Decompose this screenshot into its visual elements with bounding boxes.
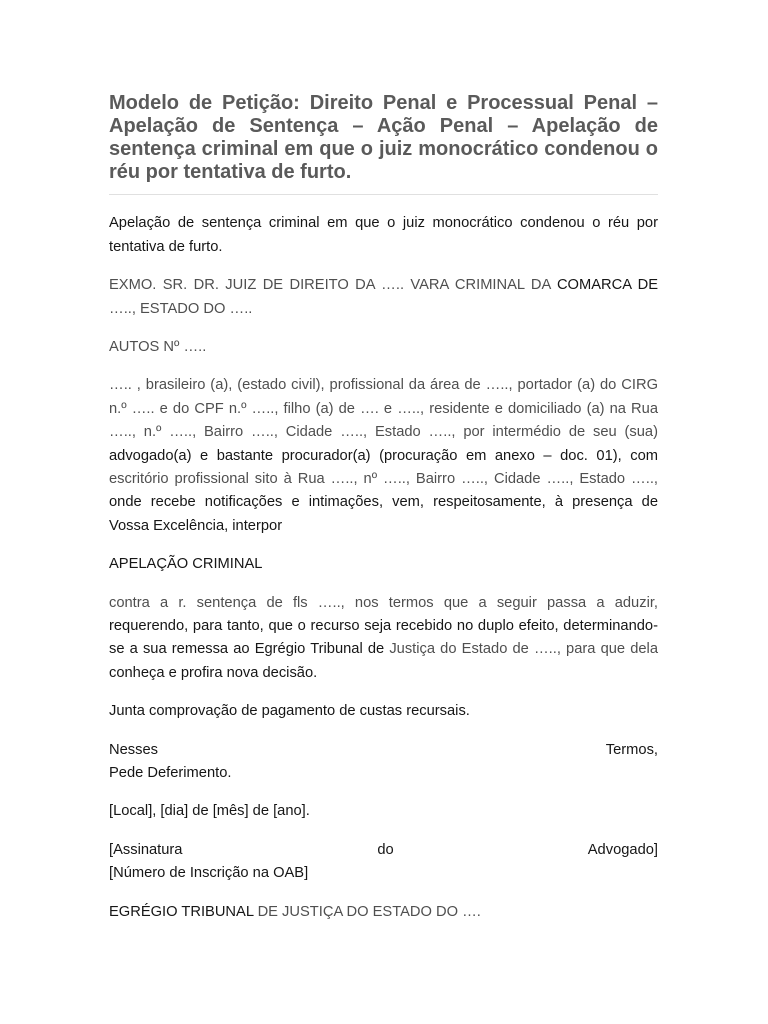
addressee-line — [109, 274, 658, 297]
title-line: réu por tentativa de furto. — [109, 160, 352, 183]
appeal-request-line: contra a r. sentença de fls ….., nos termos que a seguir passa a aduzir, — [109, 594, 658, 611]
court-heading-text: EGRÉGIO TRIBUNAL — [109, 903, 254, 920]
appeal-request-text: se a sua remessa ao Egrégio Tribunal de — [109, 641, 385, 658]
title-line: sentença criminal em que o juiz monocrático condenou o — [109, 137, 658, 160]
appeal-request-line: conheça e profira nova decisão. — [109, 664, 318, 681]
qualification-line: Vossa Excelência, interpor — [109, 517, 283, 534]
document-title — [109, 92, 658, 184]
summary-line: tentativa de furto. — [109, 238, 223, 255]
qualification-line: ….. , brasileiro (a), (estado civil), profissional da área de ….., portador (a) do CIRG — [109, 377, 658, 394]
qualification-paragraph — [109, 374, 658, 538]
addressee-line: ….., ESTADO DO ….. — [109, 300, 253, 317]
fees-line: Junta comprovação de pagamento de custas recursais. — [109, 703, 470, 720]
document-body — [109, 212, 658, 939]
qualification-line: onde recebe notificações e intimações, vem, respeitosamente, à presença de — [109, 494, 658, 511]
appeal-request-line — [109, 638, 658, 661]
title-line: Apelação de Sentença – Ação Penal – Apelação de — [109, 114, 658, 137]
qualification-line: n.º ….. e do CPF n.º ….., filho (a) de …. e ….., residente e domiciliado (a) na Rua — [109, 400, 658, 417]
qualification-line: escritório profissional sito à Rua ….., nº ….., Bairro ….., Cidade ….., Estado ….., — [109, 470, 658, 487]
addressee-paragraph — [109, 274, 658, 321]
summary-line: Apelação de sentença criminal em que o juiz monocrático condenou o réu por — [109, 215, 658, 232]
summary-paragraph — [109, 212, 658, 259]
appeal-heading: APELAÇÃO CRIMINAL — [109, 556, 263, 573]
appeal-request-paragraph — [109, 592, 658, 686]
appeal-heading-paragraph — [109, 553, 658, 576]
place-date: [Local], [dia] de [mês] de [ano]. — [109, 803, 310, 820]
addressee-court-text: EXMO. SR. DR. JUIZ DE DIREITO DA ….. VARA CRIMINAL DA — [109, 277, 551, 294]
court-heading-text: DE JUSTIÇA DO ESTADO DO …. — [257, 903, 481, 920]
case-number: AUTOS Nº ….. — [109, 338, 207, 355]
qualification-line: ….., n.º ….., Bairro ….., Cidade ….., Estado ….., por intermédio de seu (sua) — [109, 424, 658, 441]
signature-line: [Assinatura do Advogado] — [109, 841, 658, 858]
closing-paragraph — [109, 739, 658, 786]
appeal-request-text: Justiça do Estado de ….., para que dela — [389, 641, 658, 658]
appeal-request-line: requerendo, para tanto, que o recurso seja recebido no duplo efeito, determinando- — [109, 617, 658, 634]
fees-paragraph — [109, 700, 658, 723]
addressee-comarca-text: COMARCA DE — [556, 277, 658, 294]
case-number-paragraph — [109, 336, 658, 359]
signature-block — [109, 839, 658, 886]
oab-number-line: [Número de Inscrição na OAB] — [109, 865, 309, 882]
closing-line: Pede Deferimento. — [109, 765, 232, 782]
court-heading-paragraph — [109, 901, 658, 924]
closing-line: Nesses Termos, — [109, 741, 658, 758]
title-line: Modelo de Petição: Direito Penal e Processual Penal – — [109, 91, 658, 114]
qualification-line: advogado(a) e bastante procurador(a) (procuração em anexo – doc. 01), com — [109, 447, 658, 464]
place-date-paragraph — [109, 800, 658, 823]
title-divider — [109, 194, 658, 195]
court-heading — [109, 901, 658, 924]
